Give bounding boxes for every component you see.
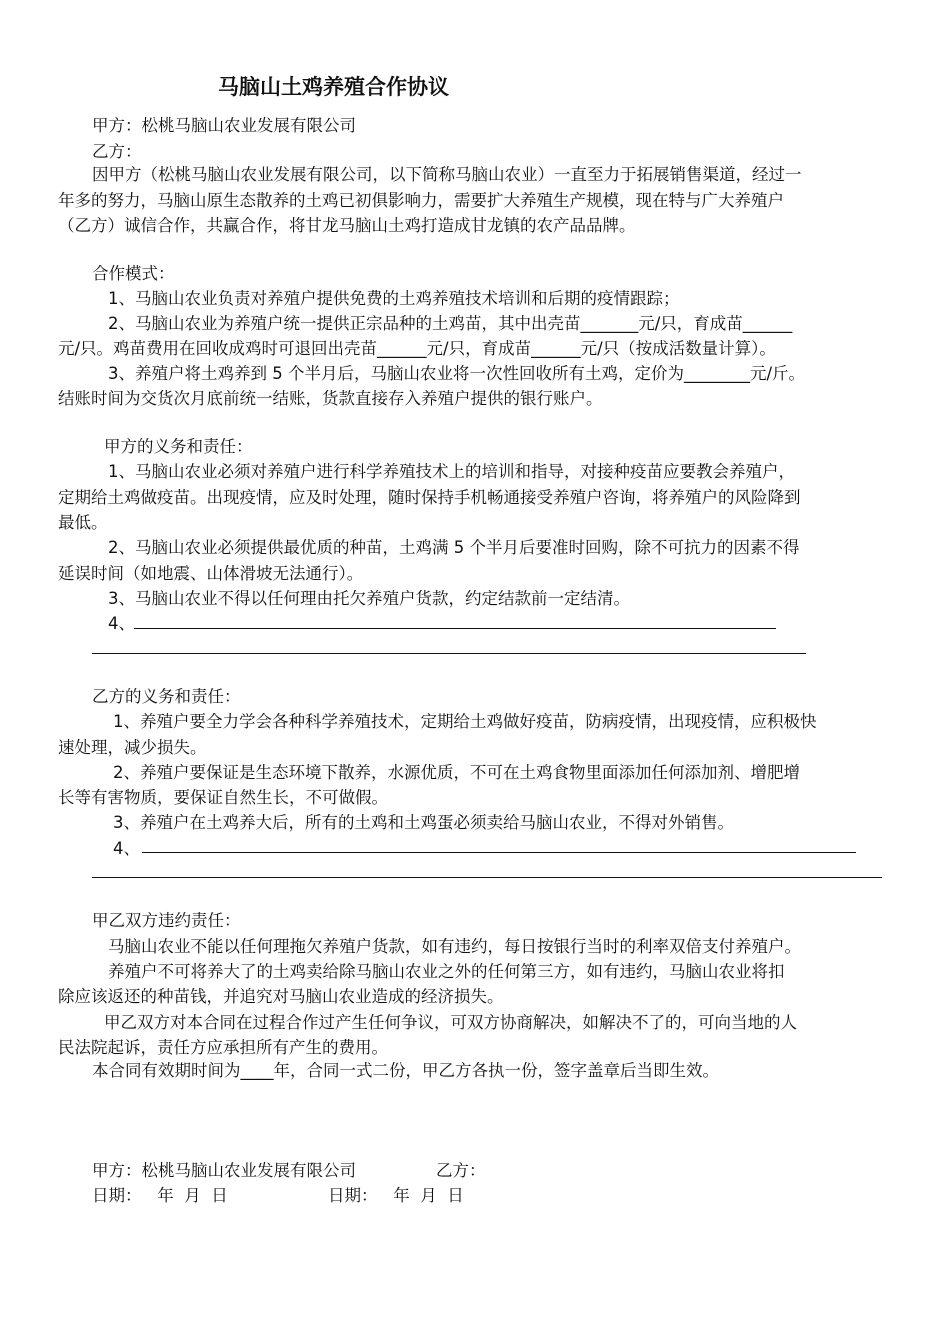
- party-a-duty-item: 2、马脑山农业必须提供最优质的种苗，土鸡满 5 个半月后要准时回购，除不可抗力的因素不得: [108, 538, 800, 557]
- blank-line: [92, 877, 882, 878]
- signature-date-b: 日期： 年 月 日: [328, 1186, 464, 1205]
- intro-line: 因甲方（松桃马脑山农业发展有限公司，以下简称马脑山农业）一直至力于拓展销售渠道，经过一: [92, 165, 802, 184]
- breach-clause: 马脑山农业不能以任何理拖欠养殖户货款，如有违约，每日按银行当时的利率双倍支付养殖户。: [108, 937, 801, 956]
- blank-line: [92, 653, 806, 654]
- intro-line: 年多的努力，马脑山原生态散养的土鸡已初俱影响力，需要扩大养殖生产规模，现在特与广大养殖户: [58, 191, 784, 210]
- blank-line: [134, 628, 776, 629]
- blank-line: [142, 852, 856, 853]
- party-b-duty-item: 4、: [113, 839, 140, 858]
- breach-heading: 甲乙双方违约责任：: [92, 911, 241, 930]
- document-title: 马脑山土鸡养殖合作协议: [218, 75, 449, 99]
- mode-item: 3、养殖户将土鸡养到 5 个半月后，马脑山农业将一次性回收所有土鸡，定价为________元/斤。: [108, 364, 806, 383]
- party-a-name: 甲方：松桃马脑山农业发展有限公司: [92, 116, 356, 135]
- breach-clause: 除应该返还的种苗钱，并追究对马脑山农业造成的经济损失。: [58, 987, 504, 1006]
- party-b-duty-item: 2、养殖户要保证是生态环境下散养，水源优质，不可在土鸡食物里面添加任何添加剂、增肥增: [113, 763, 800, 782]
- party-a-duty-heading: 甲方的义务和责任：: [104, 437, 253, 456]
- party-b-duty-item: 长等有害物质，要保证自然生长，不可做假。: [58, 788, 388, 807]
- party-a-duty-item: 3、马脑山农业不得以任何理由托欠养殖户货款，约定结款前一定结清。: [108, 589, 630, 608]
- breach-clause: 养殖户不可将养大了的土鸡卖给除马脑山农业之外的任何第三方，如有违约，马脑山农业将扣: [108, 962, 785, 981]
- party-b-duty-item: 3、养殖户在土鸡养大后，所有的土鸡和土鸡蛋必须卖给马脑山农业，不得对外销售。: [113, 813, 734, 832]
- party-b-name: 乙方：: [92, 142, 142, 161]
- party-a-duty-item: 定期给土鸡做疫苗。出现疫情，应及时处理，随时保持手机畅通接受养殖户咨询，将养殖户的风险降到: [58, 488, 801, 507]
- breach-clause: 甲乙双方对本合同在过程合作过产生任何争议，可双方协商解决，如解决不了的，可向当地的人: [104, 1013, 797, 1032]
- mode-item: 结账时间为交货次月底前统一结账，货款直接存入养殖户提供的银行账户。: [58, 389, 603, 408]
- party-b-duty-item: 速处理，减少损失。: [58, 738, 207, 757]
- mode-item: 2、马脑山农业为养殖户统一提供正宗品种的土鸡苗，其中出壳苗_______元/只，育成苗______: [108, 314, 793, 333]
- signature-party-b: 乙方：: [436, 1161, 486, 1180]
- breach-clause: 民法院起诉，责任方应承担所有产生的费用。: [58, 1038, 388, 1057]
- party-a-duty-item: 1、马脑山农业必须对养殖户进行科学养殖技术上的培训和指导，对接种疫苗应要教会养殖户，: [108, 462, 795, 481]
- signature-party-a: 甲方：松桃马脑山农业发展有限公司: [92, 1161, 356, 1180]
- party-a-duty-item: 延误时间（如地震、山体滑坡无法通行）。: [58, 564, 364, 583]
- party-b-duty-item: 1、养殖户要全力学会各种科学养殖技术，定期给土鸡做好疫苗，防病疫情，出现疫情，应积极快: [113, 712, 817, 731]
- cooperation-mode-heading: 合作模式：: [92, 264, 175, 283]
- signature-date-a: 日期： 年 月 日: [92, 1186, 228, 1205]
- party-a-duty-item: 4、: [108, 614, 135, 633]
- party-a-duty-item: 最低。: [58, 513, 108, 532]
- mode-item: 1、马脑山农业负责对养殖户提供免费的土鸡养殖技术培训和后期的疫情跟踪；: [108, 289, 680, 308]
- mode-item: 元/只。鸡苗费用在回收成鸡时可退回出壳苗______元/只，育成苗______元/只（按成活数量计算）。: [58, 339, 776, 358]
- party-b-duty-heading: 乙方的义务和责任：: [92, 687, 241, 706]
- validity-clause: 本合同有效期时间为____年，合同一式二份，甲乙方各执一份，签字盖章后当即生效。: [92, 1061, 719, 1080]
- intro-line: （乙方）诚信合作，共赢合作，将甘龙马脑山土鸡打造成甘龙镇的农产品品牌。: [58, 216, 636, 235]
